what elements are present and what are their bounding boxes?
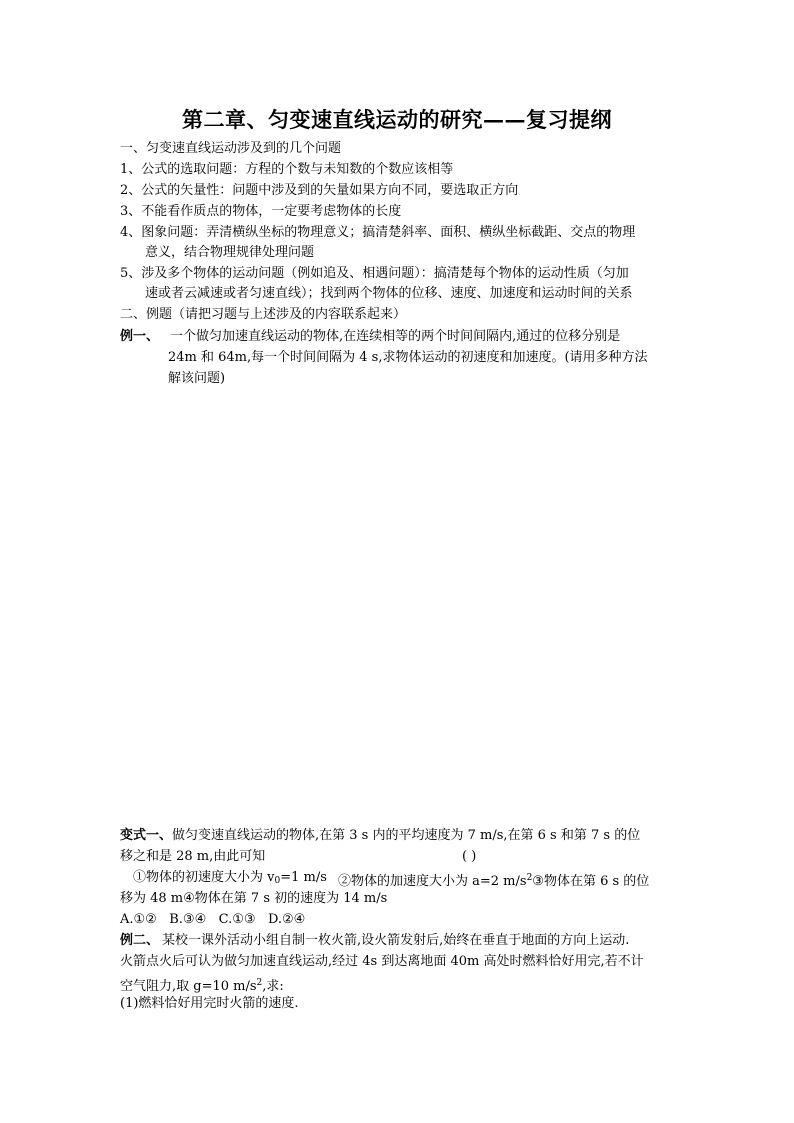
example2-line1: 某校一课外活动小组自制一枚火箭,设火箭发射后,始终在垂直于地面的方向上运动. xyxy=(162,933,630,948)
example2-label: 例二、 xyxy=(120,933,160,948)
option2-superscript: 2 xyxy=(526,873,533,883)
point-5-line2: 速或者云减速或者匀速直线）；找到两个物体的位移、速度、加速度和运动时间的关系 xyxy=(145,286,633,301)
option2-text: ②物体的加速度大小为 a=2 m/s xyxy=(338,874,527,889)
option3-text: ③物体在第 6 s 的位 xyxy=(532,874,650,889)
option1-unit: =1 m/s xyxy=(280,870,327,885)
point-2: 2、公式的矢量性：问题中涉及到的矢量如果方向不同，要选取正方向 xyxy=(120,183,519,198)
option1-text: ①物体的初速度大小为 v xyxy=(133,870,275,885)
variant1-option-1 xyxy=(133,868,327,891)
section1-heading: 一、匀变速直线运动涉及到的几个问题 xyxy=(120,141,342,156)
point-4-line1: 4、图象问题：弄清横纵坐标的物理意义；搞清楚斜率、面积、横纵坐标截距、交点的物理 xyxy=(120,225,636,240)
option1-subscript: 0 xyxy=(274,876,281,886)
point-1: 1、公式的选取问题：方程的个数与未知数的个数应该相等 xyxy=(120,162,454,177)
example2-line2: 火箭点火后可认为做匀加速直线运动,经过 4s 到达离地面 40m 高处时燃料恰好用完,若不计 xyxy=(120,954,644,969)
point-5-line1: 5、涉及多个物体的运动问题（例如追及、相遇问题）：搞清楚每个物体的运动性质（匀加 xyxy=(120,266,629,281)
example2-line3-end: ,求: xyxy=(262,979,284,994)
example2-line3-text: 空气阻力,取 g=10 m/s xyxy=(120,979,257,994)
example1-line1: 一个做匀加速直线运动的物体,在连续相等的两个时间间隔内,通过的位移分别是 xyxy=(170,329,621,344)
variant1-label: 变式一、 xyxy=(120,828,173,843)
variant1-line2: 移之和是 28 m,由此可知 xyxy=(120,849,266,864)
example1-line3: 解该问题) xyxy=(168,371,226,386)
variant1-line4: 移为 48 m④物体在第 7 s 初的速度为 14 m/s xyxy=(120,891,388,906)
example1-label: 例一、 xyxy=(120,329,160,344)
example1-line2: 24m 和 64m,每一个时间间隔为 4 s,求物体运动的初速度和加速度。(请用多种方法 xyxy=(168,350,648,365)
variant1-answer-blank: ( ) xyxy=(462,849,477,864)
example2-superscript: 2 xyxy=(256,978,263,988)
point-3: 3、不能看作质点的物体，一定要考虑物体的长度 xyxy=(120,204,402,219)
point-4-line2: 意义，结合物理规律处理问题 xyxy=(145,245,315,260)
variant1-line1: 做匀变速直线运动的物体,在第 3 s 内的平均速度为 7 m/s,在第 6 s 和第 7 s 的位 xyxy=(172,828,641,843)
page-title: 第二章、匀变速直线运动的研究——复习提纲 xyxy=(182,107,612,132)
example2-question1: (1)燃料恰好用完时火箭的速度. xyxy=(120,996,299,1011)
section2-heading: 二、例题（请把习题与上述涉及的内容联系起来） xyxy=(120,307,407,322)
variant1-choices: A.①② B.③④ C.①③ D.②④ xyxy=(120,912,306,927)
